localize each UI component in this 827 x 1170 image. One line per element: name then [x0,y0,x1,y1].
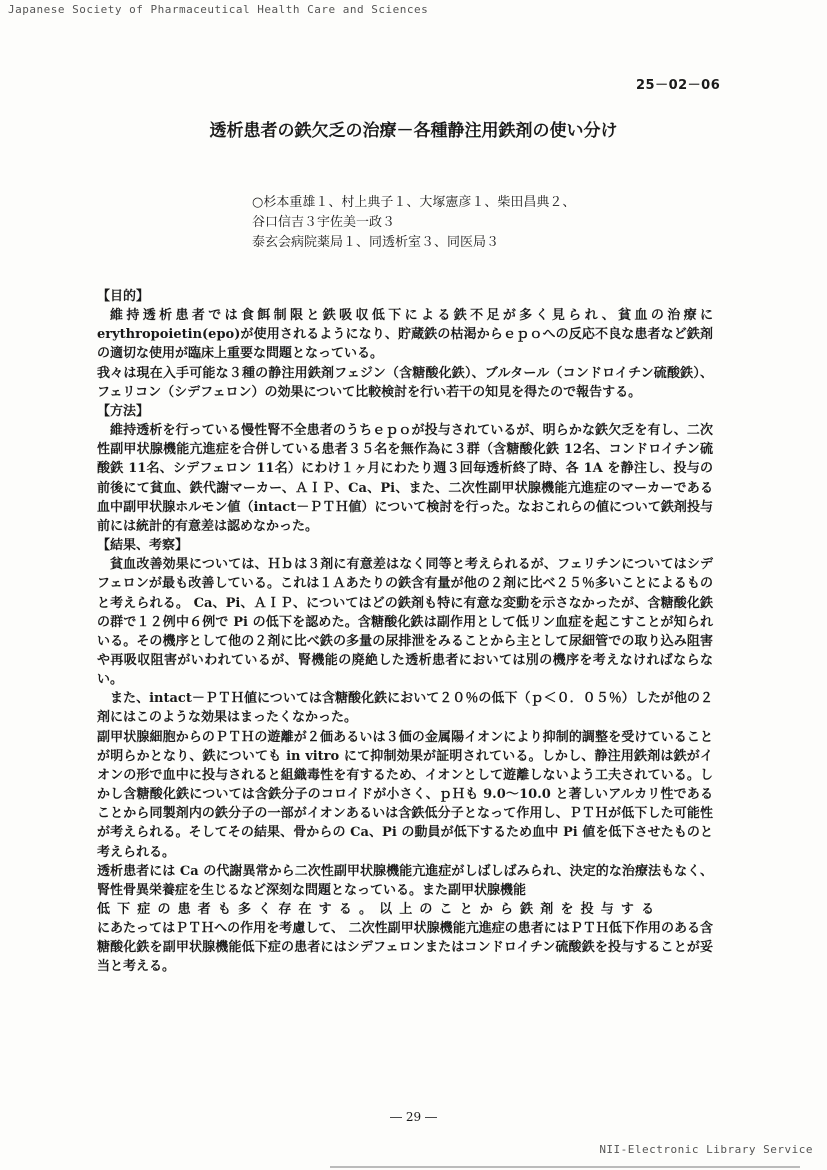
society-header: Japanese Society of Pharmaceutical Health Care and Sciences [8,3,429,16]
section-heading-results: 【結果、考察】 [97,538,189,554]
paragraph: 貧血改善効果については、Ｈｂは３剤に有意差はなく同等と考えられるが、フェリチンについてはシデフェロンが最も改善している。これは１Ａあたりの鉄含有量が他の２剤に比べ２５％多いことによるものと考えられる。 Ca、Pi、ＡＩＰ、についてはどの鉄剤も特に有意な変動を示さなかったが、含糖酸化鉄の群で１２例中６例で Pi の低下を認めた。含糖酸化鉄は副作用として低リン血症を起こすことが知られいる。その機序として他の２剤に比べ鉄の多量の尿排泄をみることから主として尿細管での取り込み阻害や再吸収阻害がいわれているが、腎機能の廃絶した透析患者においては別の機序を考えなければならない。 [97,557,713,688]
section-heading-purpose: 【目的】 [97,289,150,304]
paragraph: 維持透析患者では食餌制限と鉄吸収低下による鉄不足が多く見られ、貧血の治療にerythropoietin(epo)が使用されるようになり、貯蔵鉄の枯渇からｅｐｏへの反応不良な患者など鉄剤の適切な使用が臨床上重要な問題となっている。 [97,308,713,362]
paper-title: 透析患者の鉄欠乏の治療－各種静注用鉄剤の使い分け [209,121,618,141]
paragraph: 維持透析を行っている慢性腎不全患者のうちｅｐｏが投与されているが、明らかな鉄欠乏を有し、二次性副甲状腺機能亢進症を合併している患者３５名を無作為に３群（含糖酸化鉄 12名、コンドロイチン硫酸鉄 11名、シデフェロン 11名）にわけ１ヶ月にわたり週３回毎透析終了時、各 1A を静注し、投与の前後にて貧血、鉄代謝マーカー、ＡＩＰ、Ca、Pi、また、二次性副甲状腺機能亢進症のマーカーである血中副甲状腺ホルモン値（intact－ＰＴＨ値）について検討を行った。なおこれらの値について鉄剤投与前には統計的有意差は認めなかった。 [97,423,713,534]
abstract-code: 25－02－06 [636,78,721,93]
paragraph: 副甲状腺細胞からのＰＴＨの遊離が２価あるいは３価の金属陽イオンにより抑制的調整を受けていることが明らかとなり、鉄についても in vitro にて抑制効果が証明されている。しかし、静注用鉄剤は鉄がイオンの形で血中に投与されると組織毒性を有するため、イオンとして遊離しないよう工夫されている。しかし含糖酸化鉄については含鉄分子のコロイドが小さく、ｐＨも 9.0～10.0 と著しいアルカリ性であることから同製剤内の鉄分子の一部がイオンあるいは含鉄低分子となって作用し、ＰＴＨが低下した可能性が考えられる。そしてその結果、骨からの Ca、Pi の動員が低下するため血中 Pi 値を低下させたものと考えられる。 [97,729,713,860]
paragraph: 透析患者には Ca の代謝異常から二次性副甲状腺機能亢進症がしばしばみられ、決定的な治療法もなく、腎性骨異栄養症を生じるなど深刻な問題となっている。また副甲状腺機能 [97,863,713,898]
page-number: ― 29 ― [390,1110,437,1124]
paragraph: また、intact－ＰＴＨ値については含糖酸化鉄において２０％の低下（ｐ＜０．０５％）したが他の２剤にはこのような効果はまったくなかった。 [97,691,713,726]
library-footer: NII-Electronic Library Service [599,1143,813,1156]
author-line: 谷口信吉３宇佐美一政３ [252,215,396,230]
author-block [252,193,575,253]
section-heading-methods: 【方法】 [97,403,150,419]
paragraph: にあたってはＰＴＨへの作用を考慮して、 二次性副甲状腺機能亢進症の患者にはＰＴＨ低下作用のある含糖酸化鉄を副甲状腺機能低下症の患者にはシデフェロンまたはコンドロイチン硫酸鉄を投与することが妥当と考える。 [97,921,713,975]
affiliation-line: 泰玄会病院薬局１、同透析室３、同医局３ [252,235,500,250]
author-line: ○杉本重雄１、村上典子１、大塚憲彦１、柴田昌典２、 [252,195,576,210]
paragraph: 我々は現在入手可能な３種の静注用鉄剤フェジン（含糖酸化鉄）、ブルタール（コンドロイチン硫酸鉄）、フェリコン（シデフェロン）の効果について比較検討を行い若干の知見を得たので報告する。 [97,365,713,400]
paragraph-spaced-line: 低下症の患者も多く存在する。以上のことから鉄剤を投与する [97,902,662,917]
scan-edge-line [330,1166,800,1168]
abstract-body [97,287,713,977]
